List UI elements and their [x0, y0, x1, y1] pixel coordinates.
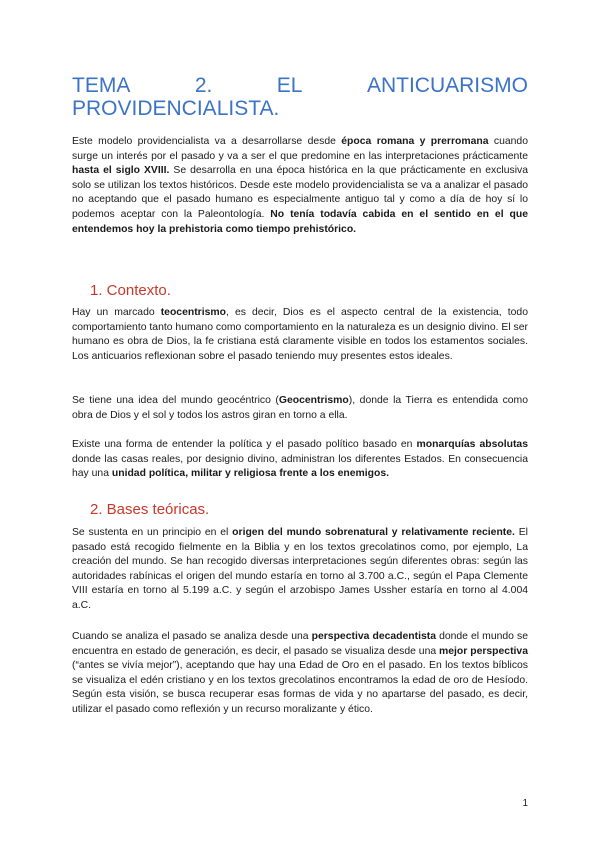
text-run: Hay un marcado — [72, 307, 161, 318]
section-2-heading: 2. Bases teóricas. — [90, 501, 210, 518]
bold-text-run: teocentrismo — [160, 307, 226, 318]
text-run: Se desarrolla en una época histórica en la que prácticamente en exclusiva solo se utilizan los textos históricos. Desde este modelo providencialista se va a analizar el pasado no aceptando que el pasado humano es especialmente antiguo tal y como a día de hoy sí lo podemos aceptar con la Paleontología. — [72, 165, 528, 220]
text-run: Existe una forma de entender la política y el pasado político basado en — [72, 439, 417, 450]
bold-text-run: unidad política, militar y religiosa frente a los enemigos. — [111, 468, 390, 480]
title-line-1 — [72, 74, 528, 97]
text-run: Se sustenta en un principio en el — [72, 527, 233, 538]
bold-text-run: No tenía todavía cabida en el sentido en el que entendemos hoy la prehistoria como tiempo prehistórico. — [72, 208, 528, 235]
text-run: Se tiene una idea del mundo geocéntrico ( — [72, 395, 279, 406]
section-1-heading: 1. Contexto. — [90, 282, 171, 299]
text-run: El pasado está recogido fielmente en la Biblia y en los textos grecolatinos como, por ejemplo, La creación del mundo. Se han recogido diversas interpretaciones según diferentes obras: según las autoridades rabínicas el origen del mundo estaría en torno al 3.700 a.C., según el Papa Clemente VIII estaría en torno al 5.199 a.C. y según el arzobispo James Ussher estaría en torno al 4.004 a.C. — [72, 527, 528, 611]
bold-text-run: hasta el siglo XVIII. — [72, 165, 170, 177]
bold-text-run: origen del mundo sobrenatural y relativamente reciente. — [232, 527, 515, 538]
bold-text-run: mejor perspectiva — [439, 645, 528, 657]
bold-text-run: perspectiva decadentista — [311, 631, 436, 642]
section-1-paragraph-3 — [72, 438, 528, 482]
text-run: , es decir, Dios es el aspecto central de la existencia, todo comportamiento tanto humano como comportamiento en la naturaleza es un designio divino. El ser humano es obra de Dios, la fe cristiana está claramente visible en todos los estamentos sociales. Los anticuarios reflexionan sobre el pasado teniendo muy presentes estos ideales. — [72, 307, 528, 362]
title-word: TEMA — [72, 74, 131, 97]
text-run: donde el mundo se encuentra en estado de generación, es decir, el pasado se visualiza desde una — [72, 631, 528, 657]
section-2-paragraph-1 — [72, 526, 528, 614]
title-word: ANTICUARISMO — [366, 74, 528, 97]
page-number: 1 — [522, 798, 528, 809]
section-1-paragraph-2 — [72, 394, 528, 423]
section-2-paragraph-2 — [72, 630, 528, 718]
text-run: donde las casas reales, por designio divino, administran los diferentes Estados. En consecuencia hay una — [72, 453, 528, 480]
title-word: 2. — [194, 74, 213, 97]
intro-paragraph — [72, 135, 528, 237]
bold-text-run: monarquías absolutas — [416, 439, 528, 450]
text-run: ), donde la Tierra es entendida como obra de Dios y el sol y todos los astros giran en torno a ella. — [72, 395, 528, 421]
text-run: (“antes se vivía mejor”), aceptando que hay una Edad de Oro en el pasado. En los textos bíblicos se visualiza el edén cristiano y en los textos grecolatinos encontramos la edad de oro de Hesíodo. Según esta visión, se busca recuperar esas formas de vida y no apartarse del pasado, es decir, utilizar el pasado como reflexión y un recurso moralizante y ético. — [72, 660, 528, 715]
title-line-2: PROVIDENCIALISTA. — [72, 97, 280, 120]
page-title — [72, 74, 528, 120]
bold-text-run: época romana y prerromana — [341, 136, 489, 147]
bold-text-run: Geocentrismo — [278, 395, 349, 406]
text-run: Cuando se analiza el pasado se analiza desde una — [72, 631, 312, 642]
text-run: cuando surge un interés por el pasado y va a ser el que predomine en las interpretaciones prácticamente — [72, 136, 528, 162]
text-run: Este modelo providencialista va a desarrollarse desde — [72, 136, 342, 147]
title-word: EL — [276, 74, 303, 97]
section-1-paragraph-1 — [72, 306, 528, 364]
